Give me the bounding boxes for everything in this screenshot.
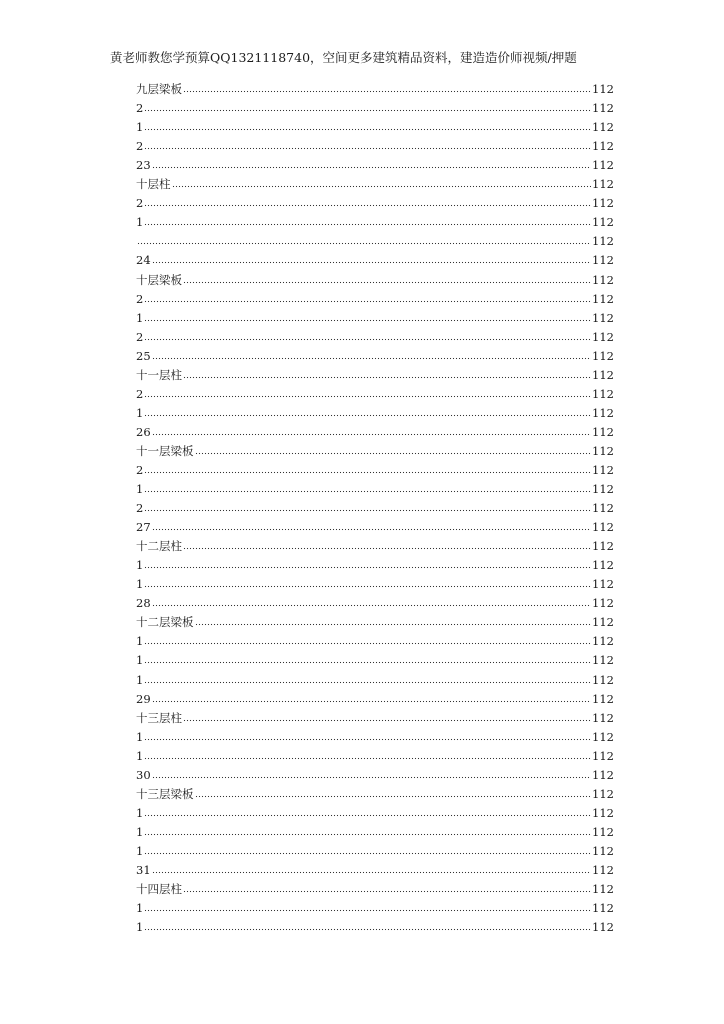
toc-entry-label: 十层梁板 [136, 272, 182, 287]
toc-dot-leader [144, 738, 591, 741]
toc-entry[interactable] [136, 687, 614, 706]
toc-entry-page-number: 112 [592, 672, 614, 687]
toc-dot-leader [144, 471, 591, 474]
toc-entry-page-number: 112 [592, 596, 614, 611]
toc-entry[interactable] [136, 134, 614, 153]
toc-entry[interactable] [136, 115, 614, 134]
toc-dot-leader [152, 261, 591, 264]
toc-entry-label: 24 [136, 253, 151, 268]
toc-dot-leader [144, 509, 591, 512]
toc-dot-leader [144, 109, 591, 112]
toc-entry-page-number: 112 [592, 215, 614, 230]
toc-entry-page-number: 112 [592, 786, 614, 801]
toc-dot-leader [144, 566, 591, 569]
toc-entry[interactable] [136, 725, 614, 744]
table-of-contents [136, 77, 614, 934]
toc-dot-leader [144, 128, 591, 131]
toc-entry-label: 1 [136, 729, 144, 744]
toc-entry-page-number: 112 [592, 329, 614, 344]
toc-entry-label: 十一层梁板 [136, 443, 194, 458]
toc-entry[interactable] [136, 229, 614, 248]
toc-entry[interactable] [136, 458, 614, 477]
toc-entry-label: 2 [136, 462, 144, 477]
toc-entry[interactable] [136, 382, 614, 401]
toc-entry-page-number: 112 [592, 748, 614, 763]
toc-entry-label: 30 [136, 767, 151, 782]
toc-entry-page-number: 112 [592, 405, 614, 420]
toc-entry-page-number: 112 [592, 691, 614, 706]
toc-entry-label: 25 [136, 348, 151, 363]
toc-entry[interactable] [136, 96, 614, 115]
toc-entry-page-number: 112 [592, 843, 614, 858]
toc-entry[interactable] [136, 591, 614, 610]
toc-dot-leader [152, 871, 591, 874]
toc-entry[interactable] [136, 667, 614, 686]
toc-entry-label: 1 [136, 653, 144, 668]
toc-dot-leader [144, 338, 591, 341]
toc-entry-label: 28 [136, 596, 151, 611]
toc-entry-label: 九层梁板 [136, 82, 182, 97]
toc-entry-label: 1 [136, 577, 144, 592]
toc-entry-label: 2 [136, 386, 144, 401]
toc-entry-page-number: 112 [592, 424, 614, 439]
toc-dot-leader [195, 623, 592, 626]
toc-entry-label: 1 [136, 482, 144, 497]
toc-entry-page-number: 112 [592, 234, 614, 249]
toc-entry-page-number: 112 [592, 443, 614, 458]
toc-entry[interactable] [136, 172, 614, 191]
toc-entry[interactable] [136, 629, 614, 648]
toc-entry-label: 1 [136, 120, 144, 135]
toc-entry[interactable] [136, 648, 614, 667]
toc-dot-leader [144, 395, 591, 398]
toc-entry-label: 26 [136, 424, 151, 439]
toc-entry-label: 1 [136, 748, 144, 763]
toc-entry-label: 1 [136, 920, 144, 935]
toc-entry-page-number: 112 [592, 520, 614, 535]
toc-dot-leader [144, 852, 591, 855]
toc-entry[interactable] [136, 248, 614, 267]
toc-entry[interactable] [136, 267, 614, 286]
toc-entry-page-number: 112 [592, 615, 614, 630]
toc-entry[interactable] [136, 344, 614, 363]
toc-entry-label: 2 [136, 329, 144, 344]
toc-entry[interactable] [136, 77, 614, 96]
toc-entry-page-number: 112 [592, 482, 614, 497]
toc-entry[interactable] [136, 706, 614, 725]
toc-dot-leader [195, 795, 592, 798]
toc-entry[interactable] [136, 420, 614, 439]
toc-entry[interactable] [136, 763, 614, 782]
toc-entry[interactable] [136, 363, 614, 382]
toc-entry[interactable] [136, 820, 614, 839]
toc-dot-leader [152, 700, 591, 703]
toc-dot-leader [144, 681, 591, 684]
toc-entry[interactable] [136, 858, 614, 877]
toc-entry-page-number: 112 [592, 653, 614, 668]
toc-entry[interactable] [136, 153, 614, 172]
toc-entry-label: 23 [136, 158, 151, 173]
toc-dot-leader [183, 547, 591, 550]
toc-dot-leader [172, 185, 592, 188]
toc-entry-label: 1 [136, 558, 144, 573]
toc-entry[interactable] [136, 801, 614, 820]
toc-dot-leader [144, 300, 591, 303]
toc-dot-leader [152, 433, 591, 436]
toc-entry-page-number: 112 [592, 348, 614, 363]
toc-entry[interactable] [136, 287, 614, 306]
toc-dot-leader [152, 166, 591, 169]
toc-entry-label: 十三层梁板 [136, 786, 194, 801]
toc-entry-label: 十层柱 [136, 177, 171, 192]
toc-entry-page-number: 112 [592, 634, 614, 649]
toc-entry-label: 2 [136, 501, 144, 516]
toc-entry-page-number: 112 [592, 462, 614, 477]
toc-entry[interactable] [136, 496, 614, 515]
toc-entry-page-number: 112 [592, 558, 614, 573]
toc-entry-page-number: 112 [592, 196, 614, 211]
toc-dot-leader [144, 642, 591, 645]
toc-entry[interactable] [136, 534, 614, 553]
toc-entry[interactable] [136, 210, 614, 229]
toc-entry-label: 29 [136, 691, 151, 706]
toc-entry[interactable] [136, 325, 614, 344]
toc-entry-label: 十四层柱 [136, 882, 182, 897]
toc-entry-page-number: 112 [592, 158, 614, 173]
toc-entry-page-number: 112 [592, 920, 614, 935]
toc-entry-page-number: 112 [592, 729, 614, 744]
toc-entry[interactable] [136, 782, 614, 801]
toc-entry-page-number: 112 [592, 539, 614, 554]
toc-dot-leader [183, 281, 591, 284]
toc-entry-label: 1 [136, 405, 144, 420]
toc-entry-page-number: 112 [592, 82, 614, 97]
toc-dot-leader [152, 357, 591, 360]
toc-entry-page-number: 112 [592, 367, 614, 382]
toc-entry-page-number: 112 [592, 120, 614, 135]
toc-dot-leader [195, 452, 592, 455]
toc-entry[interactable] [136, 744, 614, 763]
toc-entry[interactable] [136, 515, 614, 534]
toc-entry[interactable] [136, 572, 614, 591]
toc-entry-label: 27 [136, 520, 151, 535]
toc-entry-label: 十三层柱 [136, 710, 182, 725]
toc-entry-page-number: 112 [592, 177, 614, 192]
toc-entry-label: 2 [136, 101, 144, 116]
toc-entry[interactable] [136, 191, 614, 210]
toc-entry-page-number: 112 [592, 824, 614, 839]
toc-entry-page-number: 112 [592, 577, 614, 592]
toc-entry-label: 十二层柱 [136, 539, 182, 554]
toc-dot-leader [144, 661, 591, 664]
toc-dot-leader [144, 414, 591, 417]
toc-entry-label: 1 [136, 634, 144, 649]
page-header: 黄老师教您学预算QQ1321118740，空间更多建筑精品资料，建造造价师视频/押题 [110, 50, 577, 65]
toc-entry-label: 2 [136, 139, 144, 154]
toc-dot-leader [144, 909, 591, 912]
toc-entry-label: 1 [136, 843, 144, 858]
toc-dot-leader [152, 528, 591, 531]
toc-entry-label: 2 [136, 196, 144, 211]
toc-entry[interactable] [136, 610, 614, 629]
toc-dot-leader [144, 223, 591, 226]
toc-dot-leader [144, 147, 591, 150]
toc-dot-leader [144, 833, 591, 836]
toc-entry-label: 1 [136, 672, 144, 687]
toc-dot-leader [183, 90, 591, 93]
toc-entry-page-number: 112 [592, 710, 614, 725]
toc-dot-leader [183, 890, 591, 893]
toc-entry-label: 1 [136, 310, 144, 325]
toc-dot-leader [137, 242, 591, 245]
toc-dot-leader [144, 928, 591, 931]
toc-dot-leader [144, 204, 591, 207]
toc-entry-page-number: 112 [592, 272, 614, 287]
toc-dot-leader [144, 585, 591, 588]
toc-dot-leader [152, 604, 591, 607]
toc-entry-label: 十二层梁板 [136, 615, 194, 630]
toc-entry-page-number: 112 [592, 882, 614, 897]
toc-entry-label: 1 [136, 824, 144, 839]
toc-dot-leader [144, 814, 591, 817]
toc-entry-page-number: 112 [592, 253, 614, 268]
toc-entry-page-number: 112 [592, 310, 614, 325]
toc-entry-page-number: 112 [592, 901, 614, 916]
toc-entry-page-number: 112 [592, 139, 614, 154]
toc-dot-leader [144, 757, 591, 760]
toc-entry-page-number: 112 [592, 805, 614, 820]
toc-entry-page-number: 112 [592, 501, 614, 516]
toc-entry-label: 1 [136, 215, 144, 230]
toc-entry-page-number: 112 [592, 386, 614, 401]
toc-entry[interactable] [136, 896, 614, 915]
toc-entry-label: 1 [136, 901, 144, 916]
toc-entry-label: 2 [136, 291, 144, 306]
toc-dot-leader [144, 490, 591, 493]
toc-entry[interactable] [136, 877, 614, 896]
toc-entry-label: 1 [136, 805, 144, 820]
toc-entry-page-number: 112 [592, 291, 614, 306]
toc-entry[interactable] [136, 839, 614, 858]
toc-entry-label: 十一层柱 [136, 367, 182, 382]
toc-entry[interactable] [136, 306, 614, 325]
toc-dot-leader [144, 319, 591, 322]
toc-entry-label: 31 [136, 862, 151, 877]
toc-entry-page-number: 112 [592, 767, 614, 782]
toc-entry[interactable] [136, 401, 614, 420]
toc-entry-page-number: 112 [592, 101, 614, 116]
toc-entry[interactable] [136, 915, 614, 934]
toc-dot-leader [183, 376, 591, 379]
toc-entry[interactable] [136, 477, 614, 496]
toc-dot-leader [152, 776, 591, 779]
toc-entry-page-number: 112 [592, 862, 614, 877]
toc-entry[interactable] [136, 553, 614, 572]
toc-dot-leader [183, 719, 591, 722]
toc-entry[interactable] [136, 439, 614, 458]
